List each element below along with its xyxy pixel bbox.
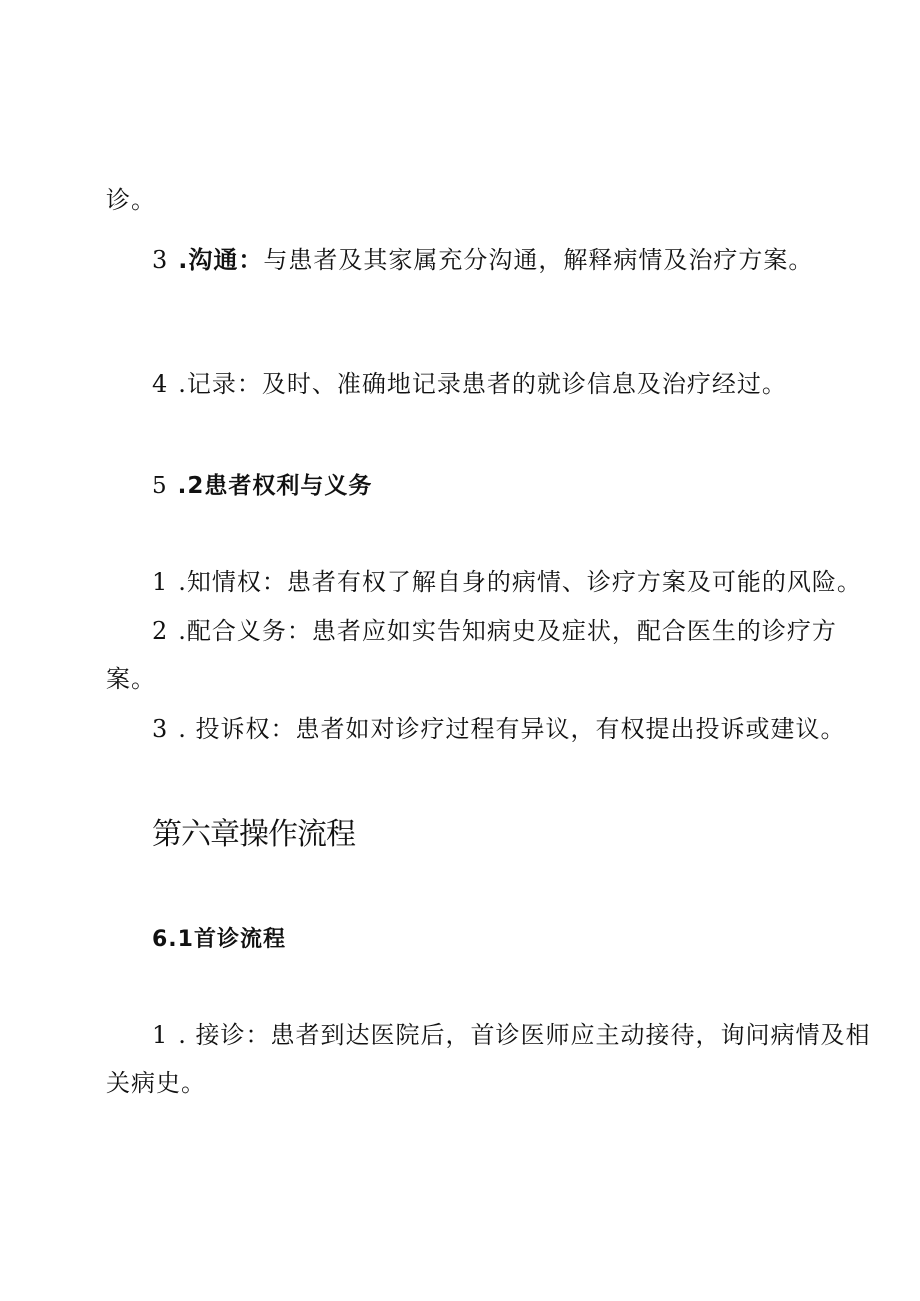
- list-item-communication: [152, 244, 813, 276]
- list-item-cooperation-duty: [152, 615, 837, 647]
- item-text: . 接诊：患者到达医院后，首诊医师应主动接待，询问病情及相: [178, 1021, 871, 1049]
- section-heading-5-2: [152, 470, 372, 502]
- section-number: 5: [152, 473, 168, 499]
- section-title: .2患者权利与义务: [177, 473, 373, 499]
- list-number: 1: [152, 568, 169, 596]
- list-item-record: [152, 368, 787, 400]
- list-item-right-to-know: [152, 566, 862, 598]
- list-number: 1: [152, 1021, 169, 1049]
- item-label: .沟通：: [178, 246, 264, 274]
- item-text: . 投诉权：患者如对诊疗过程有异议，有权提出投诉或建议。: [178, 715, 846, 743]
- list-item-cooperation-duty-cont: 案。: [106, 665, 156, 693]
- list-item-reception-cont: 关病史。: [106, 1069, 206, 1097]
- item-text: 与患者及其家属充分沟通，解释病情及治疗方案。: [263, 246, 814, 274]
- chapter-title: 第六章操作流程: [152, 817, 355, 852]
- item-text: .记录：及时、准确地记录患者的就诊信息及治疗经过。: [178, 370, 787, 398]
- section-heading-6-1: 6.1首诊流程: [152, 927, 286, 952]
- list-number: 4: [152, 370, 169, 398]
- list-number: 2: [152, 617, 169, 645]
- list-item-complaint-right: [152, 713, 846, 745]
- paragraph-continuation: 诊。: [106, 186, 156, 214]
- list-number: 3: [152, 715, 169, 743]
- list-item-reception: [152, 1019, 871, 1051]
- list-number: 3: [152, 246, 169, 274]
- item-text: .配合义务：患者应如实告知病史及症状，配合医生的诊疗方: [178, 617, 837, 645]
- item-text: .知情权：患者有权了解自身的病情、诊疗方案及可能的风险。: [178, 568, 862, 596]
